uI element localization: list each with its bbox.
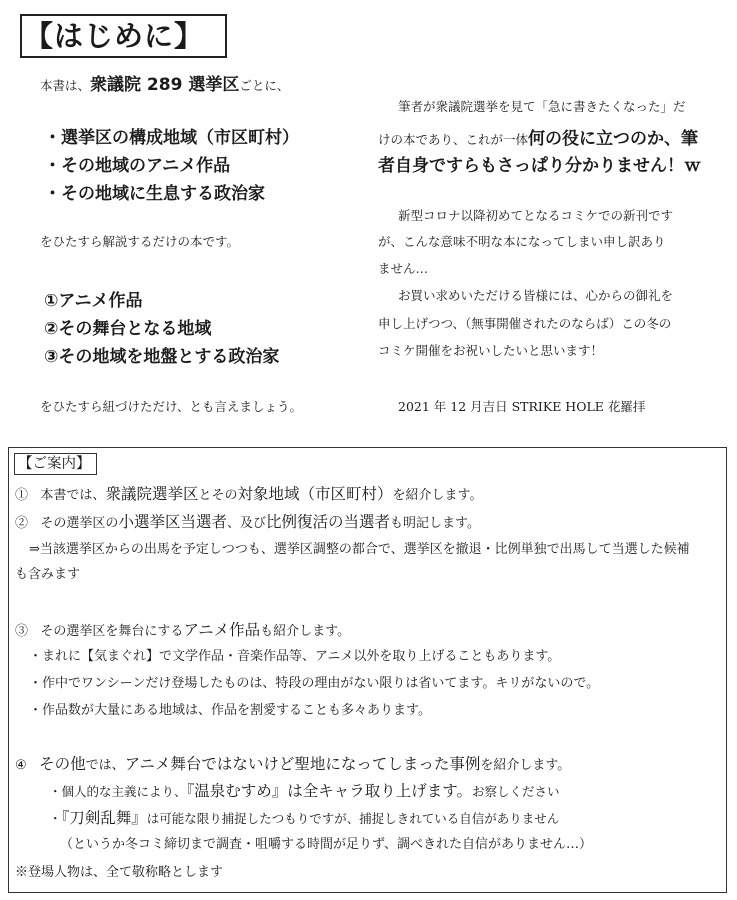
guide-item-3 [15, 618, 350, 640]
guide-item-3-b: アニメ作品 [183, 621, 261, 639]
guide-item-1-d: 対象地域（市区町村） [237, 485, 393, 503]
intro-l1-a: 本書は、 [40, 78, 91, 93]
guide-item-2-e: も明記します。 [389, 516, 480, 531]
guide-footer: ※登場人物は、全て敬称略とします [15, 865, 224, 880]
guide-item-2-note-2: も含みます [15, 567, 81, 582]
guide-item-3-num: ③ [15, 624, 29, 639]
guide-item-4-note-1-a: ・個人的な主義により、 [49, 784, 187, 799]
right-p2-l3: ません… [378, 261, 429, 276]
guide-item-1-e: を紹介します。 [392, 488, 483, 503]
guide-item-4-note-2-a: ・ [49, 811, 62, 826]
right-p1-l2-a: けの本であり、これが一体 [378, 132, 529, 147]
intro-l1-c: ごとに、 [239, 78, 290, 93]
guide-item-2-b: 小選挙区当選者 [118, 513, 227, 531]
guide-item-2-a: その選挙区の [40, 516, 119, 531]
guide-item-3-note-3: ・作品数が大量にある地域は、作品を割愛することも多々あります。 [29, 703, 431, 718]
guide-item-4-note-2 [49, 806, 559, 828]
guide-item-4-note-1-b: 『温泉むすめ』は全キャラ取り上げます。 [186, 782, 473, 800]
guide-item-4-c: アニメ舞台ではないけど聖地になってしまった事例 [124, 755, 481, 773]
numbered-2: ②その舞台となる地域 [44, 319, 212, 339]
guide-item-2 [15, 510, 480, 532]
guide-item-2-note-1: ⇒当該選挙区からの出馬を予定しつつも、選挙区調整の都合で、選挙区を撤退・比例単独で出馬して当選した候補 [29, 542, 690, 557]
guide-item-4-a: その他 [39, 755, 86, 773]
guide-item-4-note-1-c: お察しください [472, 784, 560, 799]
guide-item-3-c: も紹介します。 [260, 624, 351, 639]
intro-line-3: をひたすら紐づけただけ、とも言えましょう。 [40, 399, 303, 414]
right-p3-l3: コミケ開催をお祝いしたいと思います！ [378, 343, 604, 358]
guide-item-1-num: ① [15, 488, 29, 503]
intro-bullet-1: ・選挙区の構成地域（市区町村） [44, 128, 299, 148]
intro-line-1 [40, 70, 289, 95]
page-title: 【はじめに】 [24, 19, 205, 53]
right-p1-l2 [378, 124, 698, 149]
numbered-1: ①アニメ作品 [44, 291, 143, 311]
guide-item-4-b: では、 [85, 758, 125, 773]
right-p3-l2: 申し上げつつ、（無事開催されたのならば）この冬の [378, 316, 672, 331]
guide-item-4 [15, 752, 570, 774]
right-p2-l1: 新型コロナ以降初めてとなるコミケでの新刊です [398, 208, 674, 223]
intro-l1-b: 衆議院 289 選挙区 [90, 75, 240, 95]
guide-item-4-d: を紹介します。 [480, 758, 571, 773]
guide-item-3-note-1: ・まれに【気まぐれ】で文学作品・音楽作品等、アニメ以外を取り上げることもあります。 [29, 649, 561, 664]
guide-item-3-note-2: ・作中でワンシーンだけ登場したものは、特段の理由がない限りは省いてます。キリがないので。 [29, 676, 600, 691]
guide-item-2-d: 比例復活の当選者 [265, 513, 390, 531]
guide-item-1 [15, 482, 482, 504]
guide-item-4-note-2-b: 『刀剣乱舞』 [61, 809, 147, 827]
guide-item-4-note-1 [49, 779, 560, 801]
guide-item-1-c: とその [198, 488, 238, 503]
guide-item-2-c: 、及び [226, 516, 266, 531]
right-p1-l1: 筆者が衆議院選挙を見て「急に書きたくなった」だ [398, 99, 686, 114]
right-p3-l1: お買い求めいただける皆様には、心からの御礼を [398, 288, 674, 303]
guide-item-4-note-2-c: は可能な限り捕捉したつもりですが、捕捉しきれている自信がありません [146, 811, 560, 826]
guide-label: 【ご案内】 [14, 453, 97, 475]
guide-item-1-a: 本書では、 [40, 488, 106, 503]
right-p2-l2: が、こんな意味不明な本になってしまい申し訳あり [378, 234, 666, 249]
guide-item-4-num: ④ [15, 758, 27, 773]
guide-item-1-b: 衆議院選挙区 [105, 485, 199, 503]
right-p1-l2-b: 何の役に立つのか、筆 [528, 129, 699, 149]
guide-item-4-note-3: （というか冬コミ締切まで調査・咀嚼する時間が足りず、調べきれた自信がありません…） [60, 837, 592, 852]
intro-bullet-2: ・その地域のアニメ作品 [44, 156, 231, 176]
right-p1-l3: 者自身ですらもさっぱり分かりません！ｗ [378, 156, 701, 176]
signature: 2021 年 12 月吉日 STRIKE HOLE 花羅拝 [398, 399, 646, 414]
numbered-3: ③その地域を地盤とする政治家 [44, 347, 280, 367]
guide-item-3-a: その選挙区を舞台にする [40, 624, 184, 639]
intro-bullet-3: ・その地域に生息する政治家 [44, 184, 265, 204]
intro-line-2: をひたすら解説するだけの本です。 [40, 234, 240, 249]
guide-item-2-num: ② [15, 516, 29, 531]
